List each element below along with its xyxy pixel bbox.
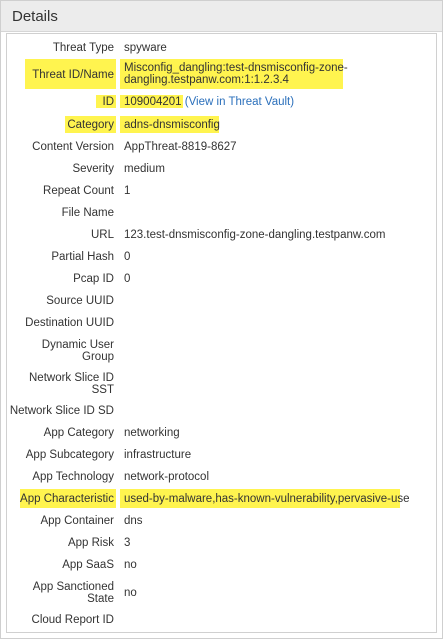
label-dynamic-user-group (7, 339, 114, 363)
value-app-category: networking (124, 427, 180, 439)
label-threat-type: Threat Type (52, 42, 114, 54)
label-threat-id-name: Threat ID/Name (32, 69, 114, 81)
value-app-characteristic: used-by-malware,has-known-vulnerability,pervasive-use (124, 493, 410, 505)
label-url: URL (90, 229, 114, 241)
label-dynamic-user-group-line1: Dynamic User (41, 339, 114, 351)
value-app-risk: 3 (124, 537, 131, 549)
value-app-sanctioned-state: no (124, 587, 137, 599)
panel-title: Details (12, 7, 58, 25)
value-app-saas: no (124, 559, 137, 571)
value-app-technology: network-protocol (124, 471, 210, 483)
label-app-sanctioned-state (7, 581, 114, 605)
label-app-characteristic: App Characteristic (20, 493, 114, 505)
panel-header (1, 1, 442, 32)
value-id (124, 96, 294, 108)
value-app-container: dns (124, 515, 143, 527)
label-app-subcategory: App Subcategory (25, 449, 114, 461)
label-cloud-report-id: Cloud Report ID (31, 614, 114, 626)
label-partial-hash: Partial Hash (51, 251, 114, 263)
label-app-sanctioned-state-line1: App Sanctioned (32, 581, 114, 593)
label-pcap-id: Pcap ID (73, 273, 114, 285)
label-app-category: App Category (43, 427, 114, 439)
label-app-technology: App Technology (32, 471, 114, 483)
label-dynamic-user-group-line2: Group (82, 351, 114, 363)
label-network-slice-id-sst-line1: Network Slice ID (29, 372, 114, 384)
label-network-slice-id-sd: Network Slice ID SD (9, 405, 114, 417)
label-app-sanctioned-state-line2: State (87, 593, 114, 605)
value-category: adns-dnsmisconfig (124, 119, 220, 131)
label-app-saas: App SaaS (62, 559, 114, 571)
label-category: Category (67, 119, 114, 131)
value-threat-id-name-line1: Misconfig_dangling:test-dnsmisconfig-zone- (124, 62, 348, 74)
label-source-uuid: Source UUID (46, 295, 114, 307)
view-in-threat-vault-link[interactable]: (View in Threat Vault) (184, 96, 295, 108)
label-content-version: Content Version (32, 141, 114, 153)
value-partial-hash: 0 (124, 251, 131, 263)
value-repeat-count: 1 (124, 185, 131, 197)
value-url: 123.test-dnsmisconfig-zone-dangling.testpanw.com (124, 229, 386, 241)
value-threat-id-name-line2: dangling.testpanw.com:1:1.2.3.4 (124, 74, 289, 86)
value-app-subcategory: infrastructure (124, 449, 192, 461)
value-threat-type: spyware (124, 42, 167, 54)
value-severity: medium (124, 163, 165, 175)
value-pcap-id[interactable]: 0 (124, 273, 131, 285)
value-content-version: AppThreat-8819-8627 (124, 141, 237, 153)
label-repeat-count: Repeat Count (43, 185, 114, 197)
label-network-slice-id-sst (7, 372, 114, 396)
threat-id-number: 109004201 (124, 96, 182, 108)
label-app-risk: App Risk (67, 537, 114, 549)
label-network-slice-id-sst-line2: SST (91, 384, 114, 396)
label-severity: Severity (72, 163, 114, 175)
details-table (6, 33, 437, 633)
label-id: ID (102, 96, 114, 108)
label-app-container: App Container (40, 515, 114, 527)
label-destination-uuid: Destination UUID (25, 317, 114, 329)
label-file-name: File Name (61, 207, 114, 219)
